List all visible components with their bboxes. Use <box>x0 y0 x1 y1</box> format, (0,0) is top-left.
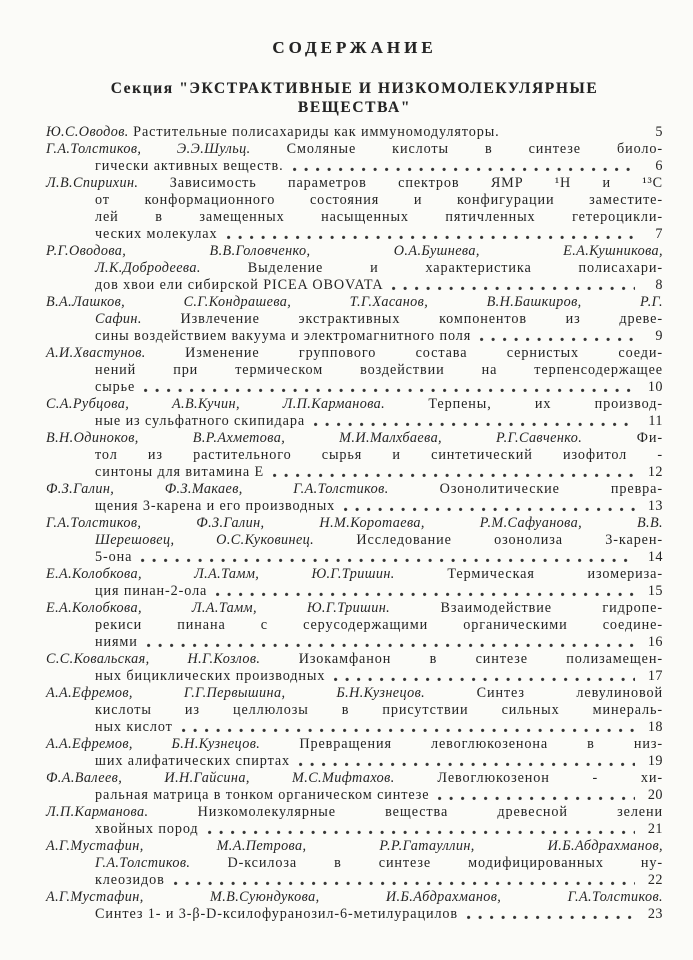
title-text: Смоляные кислоты в синтезе биоло- <box>250 141 663 157</box>
toc-entry <box>46 566 663 600</box>
authors-text: Ф.З.Галин, Ф.З.Макаев, Г.А.Толстиков. <box>46 481 389 497</box>
authors-text: Е.А.Колобкова, Л.А.Тамм, Ю.Г.Тришин. <box>46 600 391 616</box>
authors-text: А.А.Ефремов, Б.Н.Кузнецов. <box>46 736 261 752</box>
title-text: гически активных веществ. <box>95 158 284 174</box>
page-number: 22 <box>647 872 663 888</box>
page-number: 18 <box>647 719 663 735</box>
authors-text: Ф.А.Валеев, И.Н.Гайсина, М.С.Мифтахов. <box>46 770 395 786</box>
authors-text: В.Н.Одиноков, В.Р.Ахметова, М.И.Малхбаева, Р.Г.Савченко. <box>46 430 583 446</box>
toc-entry <box>46 345 663 396</box>
toc-line-text <box>95 855 663 871</box>
toc-line-text <box>46 838 663 854</box>
authors-text: Сафин. <box>95 311 142 327</box>
toc-line-text <box>95 277 383 294</box>
toc-line <box>46 209 663 226</box>
title-text: сины воздействием вакуума и электромагнитного поля <box>95 328 472 344</box>
authors-text: А.И.Хвастунов. <box>46 345 146 361</box>
toc-line-text <box>46 566 663 582</box>
toc-line <box>46 515 663 532</box>
authors-text: Л.В.Спирихин. <box>46 175 139 191</box>
toc-line-text <box>95 821 199 838</box>
title-text: Растительные полисахариды как иммуномодуляторы. <box>128 124 500 140</box>
page-number: 13 <box>647 498 663 514</box>
toc-line <box>46 141 663 158</box>
title-text: ших алифатических спиртах <box>95 753 291 769</box>
toc-line <box>46 430 663 447</box>
authors-text: С.С.Ковальская, Н.Г.Козлов. <box>46 651 261 667</box>
title-text: рекиси пинана с серусодержащими органическими соедине- <box>95 617 663 633</box>
toc-line-text <box>95 498 335 515</box>
toc-line <box>46 379 663 396</box>
toc-line <box>46 651 663 668</box>
toc-line <box>46 124 663 141</box>
toc-line <box>46 549 663 566</box>
toc-list <box>46 124 663 923</box>
title-text: от конформационного состояния и конфигурации заместите- <box>95 192 663 208</box>
toc-entry <box>46 141 663 175</box>
title-text: ные из сульфатного скипидара <box>95 413 306 429</box>
toc-line <box>46 243 663 260</box>
toc-line-text <box>46 175 663 191</box>
title-text: Левоглюкозенон - хи- <box>394 770 663 786</box>
authors-text: Л.П.Карманова. <box>46 804 149 820</box>
title-text: 5-она <box>95 549 133 565</box>
dot-leader <box>467 915 635 920</box>
toc-line-text <box>95 158 284 175</box>
toc-line-text <box>46 396 663 412</box>
title-text: Выделение и характеристика полисахари- <box>200 260 663 276</box>
toc-entry <box>46 600 663 651</box>
toc-line-text <box>46 430 663 446</box>
toc-line-text <box>95 872 165 889</box>
toc-line-text <box>95 787 429 804</box>
title-text: D-ксилоза в синтезе модифицированных ну- <box>190 855 663 871</box>
dot-leader <box>208 830 635 835</box>
toc-line-text <box>46 770 663 786</box>
toc-line-text <box>46 515 663 531</box>
toc-line <box>46 345 663 362</box>
toc-entry <box>46 685 663 736</box>
toc-line <box>46 192 663 209</box>
page-number: 11 <box>648 413 663 429</box>
page-number: 12 <box>647 464 663 480</box>
dot-leader <box>334 677 635 682</box>
toc-line <box>46 294 663 311</box>
page-number: 7 <box>655 226 663 242</box>
toc-line <box>46 311 663 328</box>
page-number: 6 <box>655 158 663 174</box>
toc-line-text <box>46 345 663 361</box>
toc-line <box>46 855 663 872</box>
toc-line-text <box>95 226 218 243</box>
toc-line <box>46 804 663 821</box>
toc-line-text <box>46 243 663 259</box>
dot-leader <box>438 796 635 801</box>
title-text: щения 3-карена и его производных <box>95 498 336 514</box>
dot-leader <box>182 728 635 733</box>
title-text: Превращения левоглюкозенона в низ- <box>260 736 663 752</box>
toc-line-text <box>46 141 663 157</box>
toc-entry <box>46 124 663 141</box>
toc-line-text <box>95 668 325 685</box>
authors-text: В.А.Лашков, С.Г.Кондрашева, Т.Г.Хасанов, В.Н.Башкиров, Р.Г. <box>46 294 663 310</box>
toc-line <box>46 260 663 277</box>
toc-line-text <box>95 702 663 718</box>
toc-line-text <box>46 804 663 820</box>
authors-text: Шерешовец, О.С.Куковинец. <box>95 532 315 548</box>
toc-line-text <box>95 192 663 208</box>
toc-line <box>46 838 663 855</box>
toc-line-text <box>95 209 663 225</box>
title-text: тол из растительного сырья и синтетический изофитол - <box>95 447 663 463</box>
toc-line-text <box>46 736 663 752</box>
dot-leader <box>141 558 635 563</box>
toc-line-text <box>95 583 207 600</box>
dot-leader <box>144 388 635 393</box>
authors-text: Г.А.Толстиков. <box>95 855 191 871</box>
toc-line <box>46 753 663 770</box>
toc-line-text <box>95 464 264 481</box>
toc-line-text <box>95 379 135 396</box>
toc-line-text <box>95 260 663 276</box>
dot-leader <box>293 167 635 172</box>
title-text: ных кислот <box>95 719 173 735</box>
authors-text: А.Г.Мустафин, М.А.Петрова, Р.Р.Гатауллин, И.Б.Абдрахманов, <box>46 838 663 854</box>
toc-line-text <box>95 634 138 651</box>
toc-line <box>46 277 663 294</box>
title-text: Фи- <box>582 430 663 446</box>
title-text: ниями <box>95 634 138 650</box>
toc-line <box>46 719 663 736</box>
title-text: кислоты из целлюлозы в присутствии сильных минераль- <box>95 702 663 718</box>
toc-line <box>46 328 663 345</box>
title-text: Взаимодействие гидропе- <box>390 600 663 616</box>
toc-line-text <box>46 481 663 497</box>
toc-entry <box>46 175 663 243</box>
toc-entry <box>46 651 663 685</box>
toc-line <box>46 226 663 243</box>
authors-text: С.А.Рубцова, А.В.Кучин, Л.П.Карманова. <box>46 396 386 412</box>
dot-leader <box>299 762 635 767</box>
toc-line-text <box>46 294 663 310</box>
dot-leader <box>216 592 635 597</box>
title-text: Исследование озонолиза 3-карен- <box>314 532 663 548</box>
dot-leader <box>273 473 635 478</box>
toc-line <box>46 787 663 804</box>
toc-line <box>46 464 663 481</box>
toc-entry <box>46 243 663 294</box>
title-text: ных бициклических производных <box>95 668 326 684</box>
title-text: Извлечение экстрактивных компонентов из древе- <box>141 311 663 327</box>
dot-leader <box>480 337 635 342</box>
authors-text: Р.Г.Оводова, В.В.Головченко, О.А.Бушнева, Е.А.Кушникова, <box>46 243 663 259</box>
title-text: синтоны для витамина Е <box>95 464 265 480</box>
toc-entry <box>46 481 663 515</box>
toc-line-text <box>46 124 500 141</box>
authors-text: Ю.С.Оводов. <box>46 124 129 140</box>
authors-text: А.Г.Мустафин, М.В.Суюндукова, И.Б.Абдрахманов, Г.А.Толстиков. <box>46 889 663 905</box>
title-text: ческих молекулах <box>95 226 218 242</box>
toc-line <box>46 668 663 685</box>
dot-leader <box>392 286 635 291</box>
page-number: 15 <box>647 583 663 599</box>
page-number: 23 <box>647 906 663 922</box>
title-text: Термическая изомериза- <box>394 566 663 582</box>
page-number: 10 <box>647 379 663 395</box>
title-text: Терпены, их производ- <box>385 396 663 412</box>
title-text: Синтез 1- и 3-β-D-ксилофуранозил-6-метилурацилов <box>95 906 459 922</box>
toc-line <box>46 413 663 430</box>
toc-line <box>46 889 663 906</box>
toc-entry <box>46 515 663 566</box>
toc-entry <box>46 770 663 804</box>
toc-entry <box>46 889 663 923</box>
page-number: 19 <box>647 753 663 769</box>
toc-line <box>46 447 663 464</box>
toc-entry <box>46 430 663 481</box>
dot-leader <box>147 643 635 648</box>
toc-line <box>46 685 663 702</box>
title-text: нений при термическом воздействии на терпенсодержащее <box>95 362 663 378</box>
dot-leader <box>344 507 635 512</box>
title-text: дов хвои ели сибирской PICEA OBOVATA <box>95 277 384 293</box>
toc-line <box>46 600 663 617</box>
title-text: Синтез левулиновой <box>425 685 663 701</box>
toc-line-text <box>95 311 663 327</box>
dot-leader <box>227 235 635 240</box>
toc-line <box>46 362 663 379</box>
toc-line-text <box>46 889 663 905</box>
toc-line <box>46 566 663 583</box>
toc-entry <box>46 804 663 838</box>
section-heading-line2: ВЕЩЕСТВА" <box>297 99 412 116</box>
toc-line <box>46 770 663 787</box>
toc-entry <box>46 396 663 430</box>
toc-line-text <box>95 906 458 923</box>
authors-text: А.А.Ефремов, Г.Г.Первышина, Б.Н.Кузнецов. <box>46 685 426 701</box>
page-number: 17 <box>647 668 663 684</box>
title-text: Низкомолекулярные вещества древесной зелени <box>148 804 663 820</box>
toc-entry <box>46 736 663 770</box>
page-number: 21 <box>647 821 663 837</box>
section-heading <box>46 79 663 117</box>
title-text: клеозидов <box>95 872 165 888</box>
toc-line-text <box>95 362 663 378</box>
toc-line-text <box>95 413 305 430</box>
page-number: 5 <box>655 124 663 140</box>
toc-line <box>46 498 663 515</box>
toc-line-text <box>46 651 663 667</box>
toc-line <box>46 396 663 413</box>
title-text: сырье <box>95 379 136 395</box>
page-number: 20 <box>647 787 663 803</box>
toc-line <box>46 617 663 634</box>
authors-text: Л.К.Добродеева. <box>95 260 201 276</box>
page-number: 8 <box>655 277 663 293</box>
toc-line-text <box>46 600 663 616</box>
title-text: лей в замещенных насыщенных пятичленных гетероцикли- <box>95 209 663 225</box>
title-text: Изокамфанон в синтезе полизамещен- <box>260 651 663 667</box>
toc-line <box>46 583 663 600</box>
toc-line-text <box>95 447 663 463</box>
toc-line-text <box>95 753 290 770</box>
authors-text: Е.А.Колобкова, Л.А.Тамм, Ю.Г.Тришин. <box>46 566 395 582</box>
title-text: хвойных пород <box>95 821 199 837</box>
toc-line <box>46 906 663 923</box>
toc-line <box>46 175 663 192</box>
toc-line-text <box>95 532 663 548</box>
title-text: ция пинан-2-ола <box>95 583 208 599</box>
toc-line <box>46 158 663 175</box>
section-heading-line1: Секция "ЭКСТРАКТИВНЫЕ И НИЗКОМОЛЕКУЛЯРНЫЕ <box>110 80 599 97</box>
authors-text: Г.А.Толстиков, Ф.З.Галин, Н.М.Коротаева, Р.М.Сафуанова, В.В. <box>46 515 663 531</box>
page-number: 9 <box>655 328 663 344</box>
toc-line <box>46 702 663 719</box>
dot-leader <box>174 881 635 886</box>
page-title: СОДЕРЖАНИЕ <box>272 38 437 57</box>
toc-line-text <box>95 719 173 736</box>
toc-line-text <box>95 328 471 345</box>
toc-line <box>46 481 663 498</box>
toc-line <box>46 634 663 651</box>
dot-leader <box>509 133 635 138</box>
toc-line-text <box>95 617 663 633</box>
title-text: Зависимость параметров спектров ЯМР ¹H и ¹³C <box>138 175 663 191</box>
title-text: Изменение группового состава сернистых соеди- <box>145 345 663 361</box>
title-text: ральная матрица в тонком органическом синтезе <box>95 787 430 803</box>
toc-line <box>46 736 663 753</box>
toc-entry <box>46 838 663 889</box>
toc-line <box>46 872 663 889</box>
dot-leader <box>314 422 635 427</box>
toc-entry <box>46 294 663 345</box>
toc-line <box>46 821 663 838</box>
toc-line <box>46 532 663 549</box>
title-text: Озонолитические превра- <box>388 481 663 497</box>
page-number: 16 <box>647 634 663 650</box>
toc-line-text <box>46 685 663 701</box>
page-number: 14 <box>647 549 663 565</box>
authors-text: Г.А.Толстиков, Э.Э.Шульц. <box>46 141 251 157</box>
toc-line-text <box>95 549 132 566</box>
